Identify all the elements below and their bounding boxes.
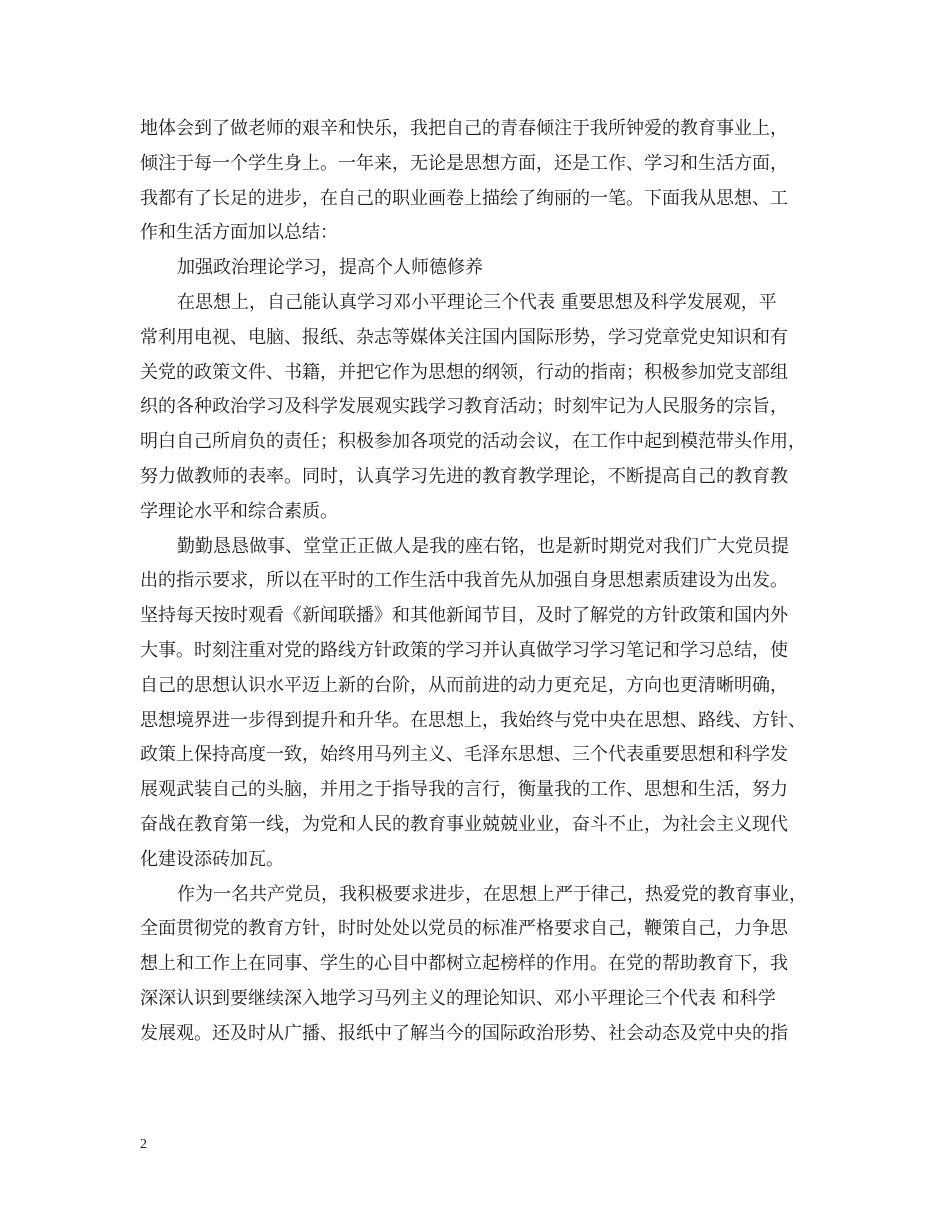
text-line: 倾注于每一个学生身上。一年来，无论是思想方面，还是工作、学习和生活方面，: [140, 152, 788, 174]
text-line: 想上和工作上在同事、学生的心目中都树立起榜样的作用。在党的帮助教育下，我: [140, 953, 788, 975]
text-line: 全面贯彻党的教育方针，时时处处以党员的标准严格要求自己，鞭策自己，力争思: [140, 918, 788, 940]
text-line: 常利用电视、电脑、报纸、杂志等媒体关注国内国际形势，学习党章党史知识和有: [140, 326, 788, 348]
text-line: 展观武装自己的头脑，并用之于指导我的言行，衡量我的工作、思想和生活，努力: [140, 779, 788, 801]
text-line: 勤勤恳恳做事、堂堂正正做人是我的座右铭，也是新时期党对我们广大党员提: [177, 535, 789, 557]
text-line: 政策上保持高度一致，始终用马列主义、毛泽东思想、三个代表重要思想和科学发: [140, 744, 788, 766]
text-line: 努力做教师的表率。同时，认真学习先进的教育教学理论，不断提高自己的教育教: [140, 465, 788, 487]
text-line: 明白自己所肩负的责任；积极参加各项党的活动会议，在工作中起到模范带头作用，: [140, 431, 806, 453]
text-line: 地体会到了做老师的艰辛和快乐，我把自己的青春倾注于我所钟爱的教育事业上，: [140, 118, 788, 139]
section-heading: 加强政治理论学习，提高个人师德修养: [177, 257, 483, 279]
text-line: 我都有了长足的进步，在自己的职业画卷上描绘了绚丽的一笔。下面我从思想、工: [140, 187, 788, 209]
body-text: [140, 112, 825, 1052]
text-line: 思想境界进一步得到提升和升华。在思想上，我始终与党中央在思想、路线、方针、: [140, 709, 806, 731]
text-line: 织的各种政治学习及科学发展观实践学习教育活动；时刻牢记为人民服务的宗旨，: [140, 396, 788, 418]
text-line: 坚持每天按时观看《新闻联播》和其他新闻节目，及时了解党的方针政策和国内外: [140, 605, 788, 627]
text-line: 深深认识到要继续深入地学习马列主义的理论知识、邓小平理论三个代表 和科学: [140, 987, 776, 1009]
text-line: 自己的思想认识水平迈上新的台阶，从而前进的动力更充足，方向也更清晰明确，: [140, 674, 788, 696]
text-line: 化建设添砖加瓦。: [140, 848, 284, 870]
page-number: 2: [140, 1137, 147, 1152]
text-line: 关党的政策文件、书籍，并把它作为思想的纲领，行动的指南；积极参加党支部组: [140, 361, 788, 383]
text-line: 作和生活方面加以总结：: [140, 222, 338, 244]
text-line: 在思想上，自己能认真学习邓小平理论三个代表 重要思想及科学发展观，平: [177, 291, 777, 313]
text-line: 出的指示要求，所以在平时的工作生活中我首先从加强自身思想素质建设为出发。: [140, 570, 788, 592]
text-line: 学理论水平和综合素质。: [140, 500, 338, 522]
text-line: 大事。时刻注重对党的路线方针政策的学习并认真做学习学习笔记和学习总结，使: [140, 639, 788, 661]
text-line: 发展观。还及时从广播、报纸中了解当今的国际政治形势、社会动态及党中央的指: [140, 1022, 788, 1044]
text-line: 作为一名共产党员，我积极要求进步，在思想上严于律己，热爱党的教育事业，: [177, 883, 807, 905]
text-line: 奋战在教育第一线，为党和人民的教育事业兢兢业业，奋斗不止，为社会主义现代: [140, 813, 788, 835]
